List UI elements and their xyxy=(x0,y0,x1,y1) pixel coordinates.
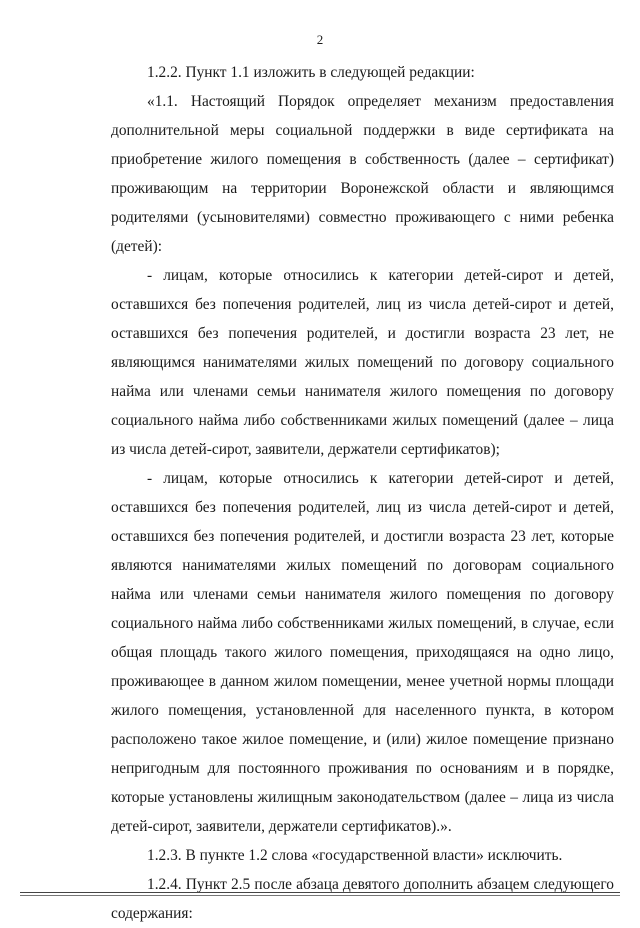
scan-edge-line xyxy=(20,892,620,893)
paragraph-1-2-4: 1.2.4. Пункт 2.5 после абзаца девятого дополнить абзацем следующего содержания: xyxy=(111,876,614,922)
paragraph-list-item-2: - лицам, которые относились к категории детей-сирот и детей, оставшихся без попечения родителей, лиц из числа детей-сирот и детей, оставшихся без попечения родителей, и достигли возраста 23 лет, которые являются нанимателями жилых помещений по договорам социального найма или членами семьи нанимателя жилого помещения по договору социального найма либо собственниками жилых помещений, в случае, если общая площадь такого жилого помещения, приходящаяся на одно лицо, проживающее в данном жилом помещении, менее учетной нормы площади жилого помещения, установленной для населенного пункта, в котором расположено такое жилое помещение, и (или) жилое помещение признано непригодным для постоянного проживания по основаниям и в порядке, которые установлены жилищным законодательством (далее – лица из числа детей-сирот, заявители, держатели сертификатов).». xyxy=(111,470,614,835)
scan-edge-line-secondary xyxy=(20,895,620,896)
paragraph-1-2-3: 1.2.3. В пункте 1.2 слова «государственной власти» исключить. xyxy=(147,847,563,864)
paragraph-quoted-1-1: «1.1. Настоящий Порядок определяет механизм предоставления дополнительной меры социальной поддержки в виде сертификата на приобретение жилого помещения в собственность (далее – сертификат) проживающим на территории Воронежской области и являющимся родителями (усыновителями) совместно проживающего с ними ребенка (детей): xyxy=(111,93,614,255)
paragraph-list-item-1: - лицам, которые относились к категории детей-сирот и детей, оставшихся без попечения родителей, лиц из числа детей-сирот и детей, оставшихся без попечения родителей, и достигли возраста 23 лет, не являющимся нанимателями жилых помещений по договору социального найма или членами семьи нанимателя жилого помещения по договору социального найма либо собственниками жилых помещений (далее – лица из числа детей-сирот, заявители, держатели сертификатов); xyxy=(111,267,614,458)
page-number: 2 xyxy=(316,32,324,47)
paragraph-1-2-2: 1.2.2. Пункт 1.1 изложить в следующей редакции: xyxy=(147,64,475,81)
document-body xyxy=(111,58,614,928)
